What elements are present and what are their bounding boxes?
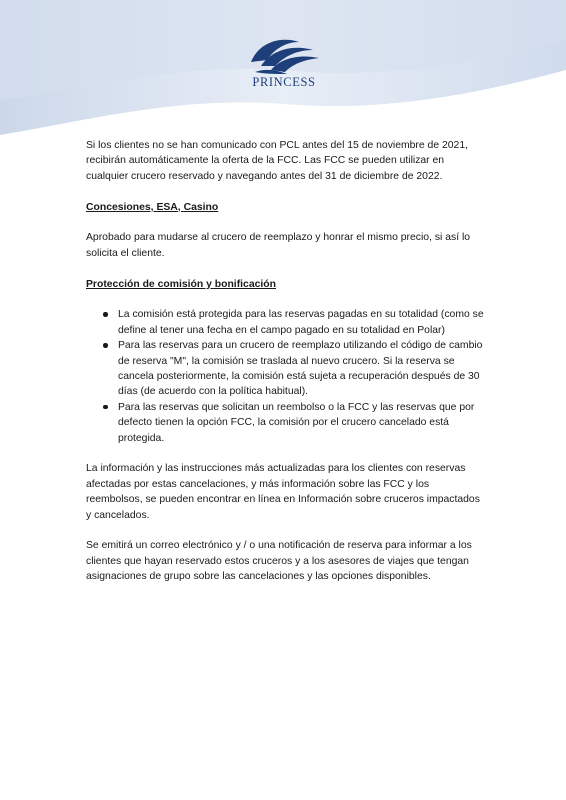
intro-paragraph: Si los clientes no se han comunicado con PCL antes del 15 de noviembre de 2021, recibirán automáticamente la oferta de la FCC. Las FCC se pueden utilizar en cualquier crucero reservado y navegando antes del 31 de diciembre de 2022. <box>86 140 469 182</box>
bullet-icon <box>103 405 108 410</box>
commission-heading: Protección de comisión y bonificación <box>86 278 276 290</box>
list-item <box>118 307 486 338</box>
bullet-text: Para las reservas para un crucero de reemplazo utilizando el código de cambio de reserva "M", la comisión se traslada al nuevo crucero. Si la reserva se cancela posteriormente, la comisión está sujeta a recuperación después de 30 días (de acuerdo con la política habitual). <box>118 340 483 398</box>
list-item <box>118 338 486 400</box>
concessions-heading: Concesiones, ESA, Casino <box>86 201 219 213</box>
brand-wordmark: PRINCESS <box>252 75 316 89</box>
info-paragraph: La información y las instrucciones más actualizadas para los clientes con reservas afectadas por estas cancelaciones, y más información sobre las FCC y los reembolsos, se pueden encontrar en línea en Información sobre cruceros impactados y cancelados. <box>86 463 480 521</box>
document-body <box>86 138 486 585</box>
list-item <box>118 400 486 446</box>
bullet-icon <box>103 312 108 317</box>
bullet-text: La comisión está protegida para las reservas pagadas en su totalidad (como se define al tener una fecha en el campo pagado en su totalidad en Polar) <box>118 309 484 336</box>
concessions-paragraph: Aprobado para mudarse al crucero de reemplazo y honrar el mismo precio, si así lo solicita el cliente. <box>86 232 471 259</box>
bullet-text: Para las reservas que solicitan un reembolso o la FCC y las reservas que por defecto tienen la opción FCC, la comisión por el crucero cancelado está protegida. <box>118 401 475 444</box>
email-paragraph: Se emitirá un correo electrónico y / o una notificación de reserva para informar a los clientes que hayan reservado estos cruceros y a los asesores de viajes que tengan asignaciones de grupo sobre las cancelaciones y las opciones disponibles. <box>86 540 472 583</box>
bullet-icon <box>103 343 108 348</box>
commission-bullet-list <box>86 307 486 446</box>
